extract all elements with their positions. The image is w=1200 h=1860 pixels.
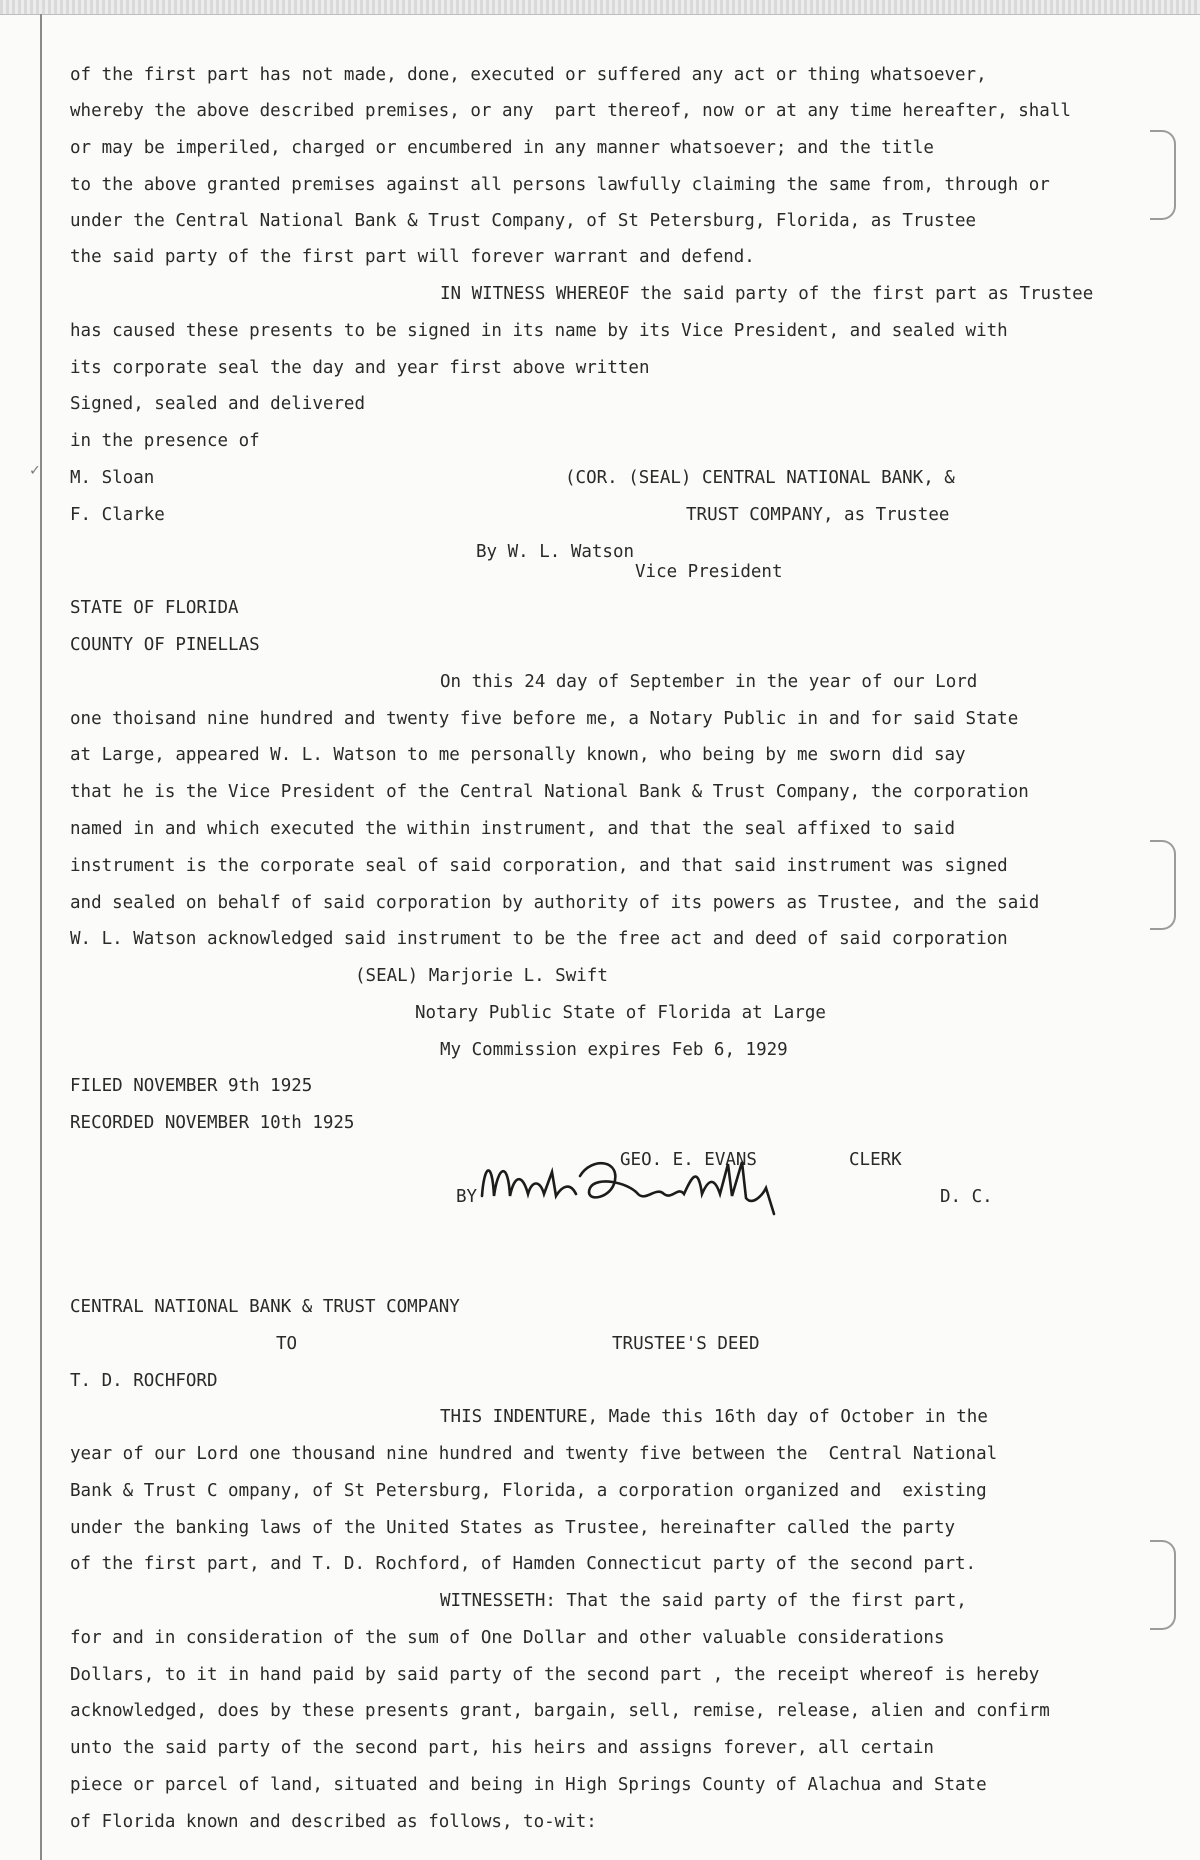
body-line: named in and which executed the within instrument, and that the seal affixed to said <box>70 819 956 839</box>
witness-name: M. Sloan <box>70 468 155 488</box>
body-line: Dollars, to it in hand paid by said party of the second part , the receipt whereof is hereby <box>70 1665 1040 1685</box>
margin-check-mark: ✓ <box>30 460 40 479</box>
corporate-seal-line: (COR. (SEAL) CENTRAL NATIONAL BANK, & <box>565 468 955 488</box>
body-line: to the above granted premises against all persons lawfully claiming the same from, through or <box>70 175 1050 195</box>
grantor-heading: CENTRAL NATIONAL BANK & TRUST COMPANY <box>70 1297 460 1317</box>
body-line: one thoisand nine hundred and twenty five before me, a Notary Public in and for said State <box>70 709 1019 729</box>
state-heading: STATE OF FLORIDA <box>70 598 239 618</box>
page-top-edge <box>0 0 1200 15</box>
body-line: at Large, appeared W. L. Watson to me personally known, who being by me sworn did say <box>70 745 966 765</box>
notary-title: Notary Public State of Florida at Large <box>415 1003 826 1023</box>
body-line: instrument is the corporate seal of said corporation, and that said instrument was signed <box>70 856 1008 876</box>
witnesseth-line: WITNESSETH: That the said party of the first part, <box>440 1591 967 1611</box>
notary-signature-line: (SEAL) Marjorie L. Swift <box>355 966 608 986</box>
body-line: or may be imperiled, charged or encumbered in any manner whatsoever; and the title <box>70 138 934 158</box>
body-line: its corporate seal the day and year first above written <box>70 358 650 378</box>
binder-punch-hole <box>1150 130 1176 220</box>
witness-clause-line: IN WITNESS WHEREOF the said party of the first part as Trustee <box>440 284 1094 304</box>
body-line: the said party of the first part will forever warrant and defend. <box>70 247 755 267</box>
clerk-name: GEO. E. EVANS <box>620 1150 757 1170</box>
binder-punch-hole <box>1150 840 1176 930</box>
attestation-line: Signed, sealed and delivered <box>70 394 366 414</box>
attestation-line: in the presence of <box>70 431 260 451</box>
body-line: year of our Lord one thousand nine hundred and twenty five between the Central National <box>70 1444 998 1464</box>
county-heading: COUNTY OF PINELLAS <box>70 635 260 655</box>
body-line: of Florida known and described as follows, to-wit: <box>70 1812 597 1832</box>
body-line: Bank & Trust C ompany, of St Petersburg, Florida, a corporation organized and existing <box>70 1481 987 1501</box>
body-line: of the first part has not made, done, executed or suffered any act or thing whatsoever, <box>70 65 987 85</box>
witness-name: F. Clarke <box>70 505 165 525</box>
body-line: unto the said party of the second part, his heirs and assigns forever, all certain <box>70 1738 934 1758</box>
binder-punch-hole <box>1150 1540 1176 1630</box>
deputy-clerk-signature <box>452 1136 832 1226</box>
by-label: BY <box>456 1187 478 1207</box>
deputy-clerk-label: D. C. <box>940 1187 993 1207</box>
indenture-line: THIS INDENTURE, Made this 16th day of October in the <box>440 1407 988 1427</box>
clerk-title: CLERK <box>849 1150 902 1170</box>
body-line: whereby the above described premises, or any part thereof, now or at any time hereafter, shall <box>70 101 1071 121</box>
body-line: W. L. Watson acknowledged said instrument to be the free act and deed of said corporation <box>70 929 1008 949</box>
commission-expiry: My Commission expires Feb 6, 1929 <box>440 1040 788 1060</box>
body-line: piece or parcel of land, situated and being in High Springs County of Alachua and State <box>70 1775 987 1795</box>
signatory-title: Vice President <box>635 562 783 582</box>
trustee-name-line: TRUST COMPANY, as Trustee <box>686 505 950 525</box>
deed-type-heading: TRUSTEE'S DEED <box>612 1334 760 1354</box>
body-line: of the first part, and T. D. Rochford, of Hamden Connecticut party of the second part. <box>70 1554 977 1574</box>
grantee-heading: T. D. ROCHFORD <box>70 1371 218 1391</box>
body-line: that he is the Vice President of the Central National Bank & Trust Company, the corporation <box>70 782 1029 802</box>
handwritten-signature-icon <box>452 1136 832 1226</box>
body-line: under the Central National Bank & Trust Company, of St Petersburg, Florida, as Trustee <box>70 211 977 231</box>
body-line: has caused these presents to be signed in its name by its Vice President, and sealed with <box>70 321 1008 341</box>
body-line: acknowledged, does by these presents grant, bargain, sell, remise, release, alien and confirm <box>70 1701 1050 1721</box>
to-label: TO <box>276 1334 298 1354</box>
recorded-date: RECORDED NOVEMBER 10th 1925 <box>70 1113 355 1133</box>
body-line: under the banking laws of the United States as Trustee, hereinafter called the party <box>70 1518 956 1538</box>
body-line: and sealed on behalf of said corporation by authority of its powers as Trustee, and the said <box>70 893 1040 913</box>
body-line: On this 24 day of September in the year of our Lord <box>440 672 978 692</box>
body-line: for and in consideration of the sum of One Dollar and other valuable considerations <box>70 1628 945 1648</box>
left-margin-rule <box>40 14 42 1860</box>
filed-date: FILED NOVEMBER 9th 1925 <box>70 1076 313 1096</box>
signatory-line: By W. L. Watson <box>476 542 635 562</box>
